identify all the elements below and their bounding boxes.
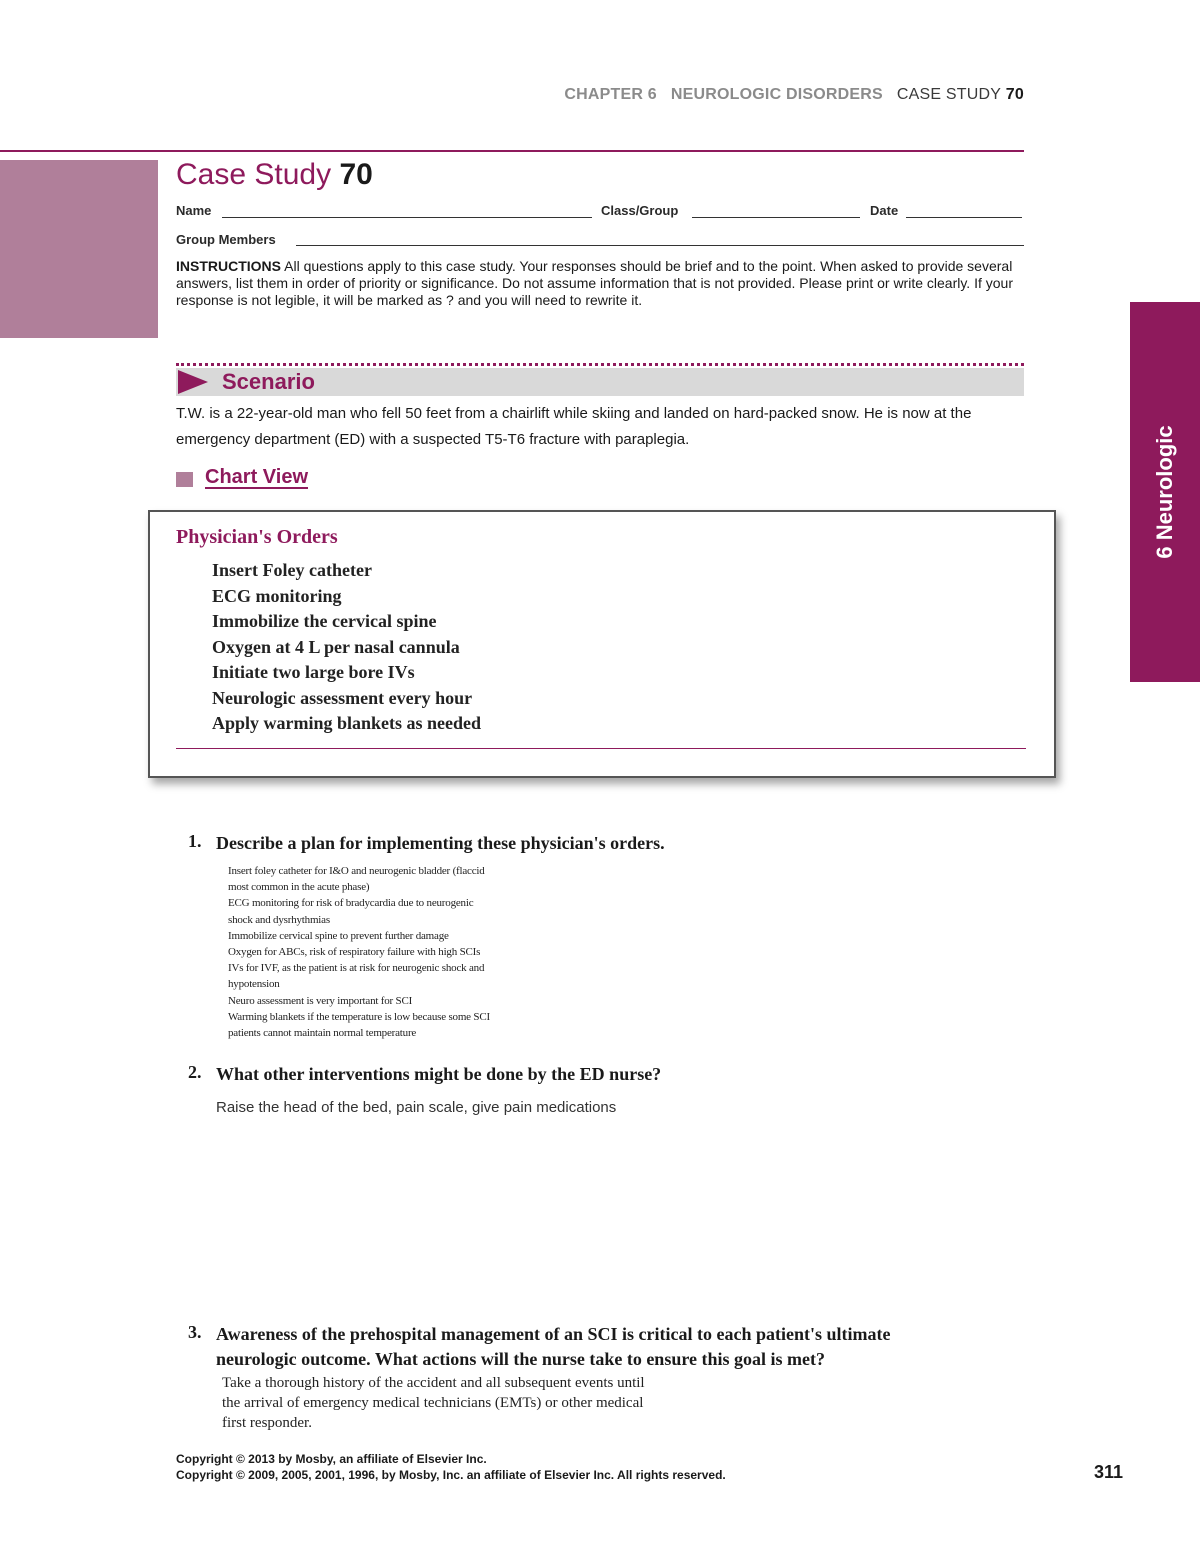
answer-line: hypotension: [228, 978, 280, 991]
question-2-number: 2.: [188, 1062, 202, 1082]
answer-line: IVs for IVF, as the patient is at risk for neurogenic shock and: [228, 962, 485, 975]
answer-line: Oxygen for ABCs, risk of respiratory failure with high SCIs: [228, 946, 481, 959]
order-item: Neurologic assessment every hour: [212, 687, 473, 708]
question-3-text: [216, 1322, 890, 1372]
scenario-header: [176, 368, 1024, 396]
answer-line: first responder.: [222, 1415, 312, 1431]
question-1-number: 1.: [188, 831, 202, 851]
scenario-text: T.W. is a 22-year-old man who fell 50 feet from a chairlift while skiing and landed on hard-packed snow. He is now at the emergency department (ED) with a suspected T5-T6 fracture with paraplegia.: [176, 405, 972, 448]
class-group-label: Class/Group: [601, 203, 679, 218]
top-rule: [0, 150, 1024, 152]
instructions-text: All questions apply to this case study. Your responses should be brief and to the point. When asked to provide several answers, list them in order of priority or significance. Do not assume information that is not provided. Please print or write clearly. If your response is not legible, it will be marked as ? and you will need to rewrite it.: [176, 258, 1013, 308]
physicians-orders-box: [148, 510, 1056, 778]
page-title: [176, 158, 373, 192]
chart-view-title: Chart View: [205, 466, 308, 488]
order-item: Initiate two large bore IVs: [212, 662, 415, 682]
order-item: Insert Foley catheter: [212, 560, 372, 580]
order-item: Oxygen at 4 L per nasal cannula: [212, 636, 460, 657]
side-tab-label: 6 Neurologic: [1152, 425, 1177, 559]
case-label: CASE STUDY: [896, 86, 1002, 103]
page-number: 311: [1094, 1462, 1124, 1482]
group-members-label: Group Members: [176, 232, 276, 247]
copyright-line-2: Copyright © 2009, 2005, 2001, 1996, by Mosby, Inc. an affiliate of Elsevier Inc. All rights reserved.: [176, 1468, 726, 1482]
order-item: Immobilize the cervical spine: [212, 611, 437, 631]
square-icon: [176, 472, 193, 487]
scenario-divider: [176, 363, 1024, 366]
question-1-text: Describe a plan for implementing these physician's orders.: [216, 833, 665, 853]
running-head: [564, 86, 1024, 104]
scenario-title: Scenario: [222, 369, 315, 394]
answer-line: shock and dysrhythmias: [228, 913, 330, 926]
question-3-line: neurologic outcome. What actions will the nurse take to ensure this goal is met?: [216, 1349, 825, 1369]
answer-line: Warming blankets if the temperature is low because some SCI: [228, 1010, 490, 1023]
chapter-side-tab: [1130, 302, 1200, 682]
page-title-label: Case Study: [176, 158, 332, 191]
answer-line: the arrival of emergency medical technicians (EMTs) or other medical: [222, 1395, 644, 1411]
answer-line: Immobilize cervical spine to prevent further damage: [228, 929, 449, 942]
answer-line: patients cannot maintain normal temperature: [228, 1027, 417, 1040]
question-3-line: Awareness of the prehospital management of an SCI is critical to each patient's ultimate: [216, 1324, 891, 1344]
answer-line: Neuro assessment is very important for SCI: [228, 994, 413, 1007]
orders-divider: [176, 748, 1026, 749]
instructions: [176, 258, 1026, 309]
question-3-answer[interactable]: [222, 1373, 742, 1433]
answer-line: ECG monitoring for risk of bradycardia due to neurogenic: [228, 897, 474, 910]
chapter-label: CHAPTER 6: [564, 86, 657, 103]
instructions-label: INSTRUCTIONS: [176, 258, 281, 274]
decorative-block: [0, 160, 158, 338]
question-2-answer[interactable]: Raise the head of the bed, pain scale, give pain medications: [216, 1099, 617, 1116]
orders-title: Physician's Orders: [176, 526, 338, 548]
orders-list: [212, 558, 481, 737]
question-2-text: What other interventions might be done by the ED nurse?: [216, 1064, 662, 1084]
date-field[interactable]: [906, 217, 1022, 218]
answer-line: most common in the acute phase): [228, 881, 370, 894]
case-number: 70: [1005, 86, 1024, 103]
answer-line: Take a thorough history of the accident and all subsequent events until: [222, 1375, 645, 1391]
question-1-answer[interactable]: [228, 863, 588, 1041]
name-field[interactable]: [222, 217, 592, 218]
order-item: Apply warming blankets as needed: [212, 713, 482, 733]
copyright-line-1: Copyright © 2013 by Mosby, an affiliate of Elsevier Inc.: [176, 1452, 487, 1466]
group-members-field[interactable]: [296, 245, 1024, 246]
name-label: Name: [176, 203, 212, 218]
section-label: NEUROLOGIC DISORDERS: [670, 86, 883, 103]
date-label: Date: [870, 203, 899, 218]
page-title-number: 70: [339, 158, 373, 191]
play-arrow-icon: [178, 370, 208, 394]
answer-line: Insert foley catheter for I&O and neurogenic bladder (flaccid: [228, 865, 485, 877]
question-3-number: 3.: [188, 1322, 202, 1342]
order-item: ECG monitoring: [212, 585, 342, 606]
class-group-field[interactable]: [692, 217, 860, 218]
